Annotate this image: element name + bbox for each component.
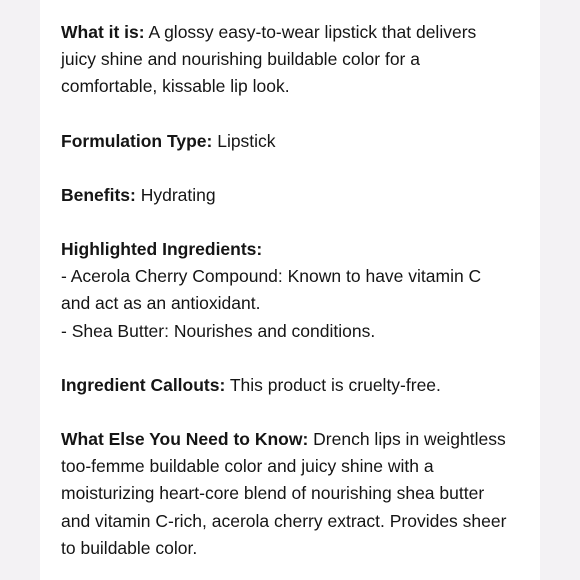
formulation-value: Lipstick — [212, 130, 276, 151]
need-to-know-label: What Else You Need to Know: — [61, 429, 309, 450]
benefits-value: Hydrating — [135, 184, 216, 205]
ingredient-line-2: and act as an antioxidant. — [61, 293, 261, 314]
callouts-line — [61, 372, 533, 399]
what-it-is-section — [61, 19, 533, 101]
what-it-is-line-3: comfortable, kissable lip look. — [61, 76, 290, 97]
what-it-is-line-2: juicy shine and nourishing buildable color for a — [61, 49, 420, 70]
need-to-know-line-4: and vitamin C-rich, acerola cherry extract. Provides sheer — [61, 510, 507, 531]
callouts-value: This product is cruelty-free. — [225, 374, 441, 395]
callouts-section — [61, 372, 533, 399]
benefits-section — [61, 182, 533, 209]
formulation-section — [61, 128, 533, 155]
ingredient-line-3: - Shea Butter: Nourishes and conditions. — [61, 320, 376, 341]
benefits-label: Benefits: — [61, 184, 136, 205]
need-to-know-line-1 — [61, 426, 533, 453]
need-to-know-line-3: moisturizing heart-core blend of nourishing shea butter — [61, 483, 485, 504]
ingredient-line-1: - Acerola Cherry Compound: Known to have vitamin C — [61, 266, 482, 287]
ingredients-label: Highlighted Ingredients: — [61, 239, 263, 260]
what-it-is-label: What it is: — [61, 22, 145, 42]
formulation-label: Formulation Type: — [61, 130, 213, 151]
what-it-is-line-1 — [61, 19, 533, 46]
what-it-is-text: A glossy easy-to-wear lipstick that delivers — [144, 22, 477, 42]
formulation-line — [61, 128, 533, 155]
callouts-label: Ingredient Callouts: — [61, 374, 226, 395]
description-card — [40, 0, 540, 580]
ingredients-section — [61, 236, 533, 345]
need-to-know-text: Drench lips in weightless — [308, 429, 506, 450]
need-to-know-section — [61, 426, 533, 562]
need-to-know-line-5: to buildable color. — [61, 537, 198, 558]
benefits-line — [61, 182, 533, 209]
product-description — [61, 19, 533, 580]
need-to-know-line-2: too-femme buildable color and juicy shine with a — [61, 456, 434, 477]
